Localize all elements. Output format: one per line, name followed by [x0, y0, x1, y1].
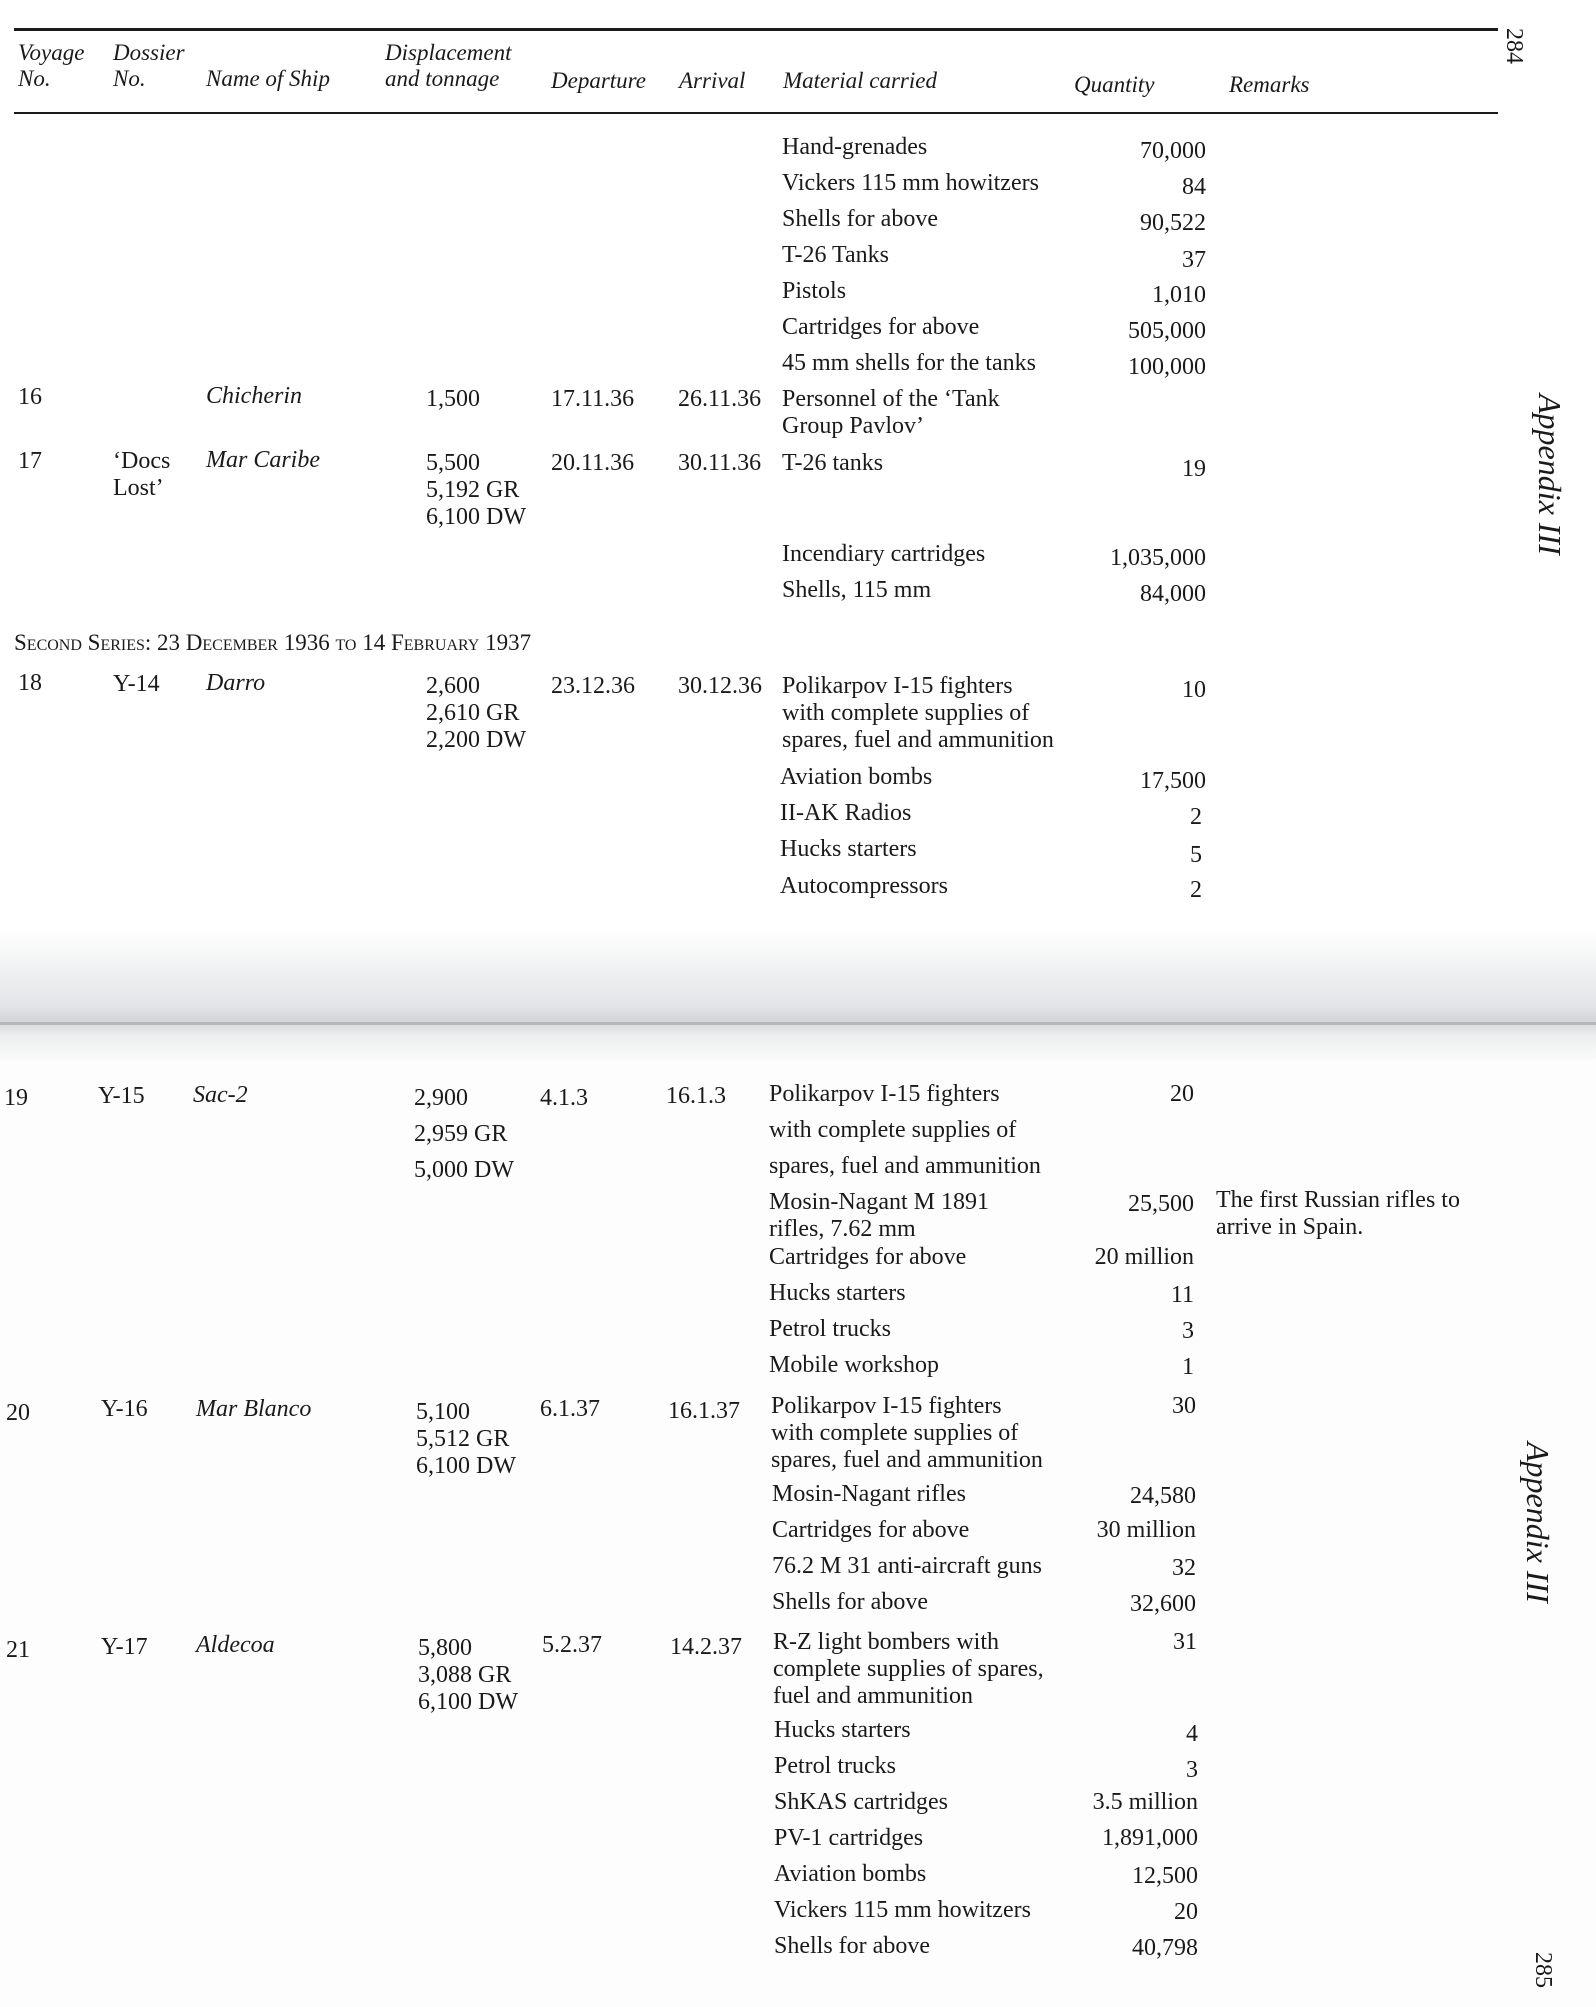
- quantity-cell: 30: [1172, 1393, 1196, 1419]
- header-voyage-no: Voyage No.: [18, 40, 85, 91]
- displacement-cell: 5,000 DW: [414, 1157, 514, 1183]
- material-cell: with complete supplies of: [769, 1117, 1017, 1143]
- departure-date: 4.1.3: [540, 1085, 588, 1111]
- quantity-cell: 24,580: [1130, 1483, 1196, 1509]
- side-title-bottom: Appendix III: [1520, 1442, 1556, 1603]
- material-cell: Mosin-Nagant M 1891 rifles, 7.62 mm: [769, 1189, 989, 1242]
- arrival-date: 14.2.37: [670, 1634, 742, 1660]
- quantity-cell: 2: [1190, 804, 1202, 830]
- header-material: Material carried: [783, 68, 937, 93]
- material-cell: Shells, 115 mm: [782, 577, 932, 603]
- quantity-cell: 2: [1190, 877, 1202, 903]
- material-cell: spares, fuel and ammunition: [769, 1153, 1041, 1179]
- material-cell: 45 mm shells for the tanks: [782, 350, 1036, 376]
- ship-name: Aldecoa: [196, 1632, 275, 1658]
- displacement-cell: 1,500: [426, 386, 480, 412]
- header-dossier-no: Dossier No.: [113, 40, 185, 91]
- quantity-cell: 20: [1170, 1081, 1194, 1107]
- dossier-number: Y-17: [101, 1634, 148, 1660]
- material-cell: Hucks starters: [774, 1717, 911, 1743]
- arrival-date: 30.11.36: [678, 450, 762, 476]
- header-ship-name: Name of Ship: [206, 66, 330, 91]
- displacement-cell: 5,500 5,192 GR 6,100 DW: [426, 450, 526, 530]
- material-cell: 76.2 M 31 anti-aircraft guns: [772, 1553, 1042, 1579]
- arrival-date: 26.11.36: [678, 386, 762, 412]
- material-cell: T-26 tanks: [782, 450, 884, 476]
- quantity-cell: 100,000: [1128, 354, 1206, 380]
- material-cell: Shells for above: [782, 206, 938, 232]
- departure-date: 20.11.36: [551, 450, 635, 476]
- departure-date: 23.12.36: [551, 673, 635, 699]
- header-displacement: Displacement and tonnage: [385, 40, 512, 91]
- quantity-cell: 32: [1172, 1555, 1196, 1581]
- quantity-cell: 31: [1173, 1629, 1197, 1655]
- header-rule: [14, 112, 1498, 114]
- material-cell: Petrol trucks: [769, 1316, 891, 1342]
- quantity-cell: 19: [1182, 456, 1206, 482]
- material-cell: Aviation bombs: [780, 764, 933, 790]
- material-cell: T-26 Tanks: [782, 242, 889, 268]
- quantity-cell: 84,000: [1140, 581, 1206, 607]
- material-cell: Aviation bombs: [774, 1861, 927, 1887]
- displacement-cell: 5,800 3,088 GR 6,100 DW: [418, 1635, 518, 1715]
- departure-date: 6.1.37: [540, 1396, 600, 1422]
- material-cell: Autocompressors: [780, 873, 948, 899]
- material-cell: Polikarpov I-15 fighters: [769, 1081, 1000, 1107]
- quantity-cell: 84: [1182, 174, 1206, 200]
- departure-date: 17.11.36: [551, 386, 635, 412]
- header-arrival: Arrival: [679, 68, 746, 93]
- departure-date: 5.2.37: [542, 1632, 602, 1658]
- voyage-number: 21: [6, 1637, 30, 1663]
- page-284: [0, 0, 1596, 930]
- quantity-cell: 12,500: [1132, 1863, 1198, 1889]
- displacement-cell: 2,959 GR: [414, 1121, 508, 1147]
- side-title-top: Appendix III: [1532, 394, 1568, 555]
- dossier-number: Y-16: [101, 1396, 148, 1422]
- material-cell: Polikarpov I-15 fighters with complete supplies of spares, fuel and ammunition: [771, 1393, 1043, 1473]
- displacement-cell: 2,900: [414, 1085, 468, 1111]
- material-cell: Vickers 115 mm howitzers: [782, 170, 1039, 196]
- material-cell: PV-1 cartridges: [774, 1825, 924, 1851]
- quantity-cell: 30 million: [1096, 1517, 1196, 1543]
- series-heading: Second Series: 23 December 1936 to 14 February 1937: [14, 630, 532, 655]
- page-285: [0, 1060, 1596, 2007]
- quantity-cell: 32,600: [1130, 1591, 1196, 1617]
- material-cell: R-Z light bombers with complete supplies of spares, fuel and ammunition: [773, 1629, 1044, 1709]
- page-number-top: 284: [1501, 28, 1527, 64]
- material-cell: Cartridges for above: [772, 1517, 970, 1543]
- voyage-number: 18: [18, 670, 42, 696]
- quantity-cell: 25,500: [1128, 1191, 1194, 1217]
- header-quantity: Quantity: [1074, 72, 1155, 97]
- dossier-number: ‘Docs Lost’: [113, 448, 171, 501]
- quantity-cell: 4: [1186, 1721, 1198, 1747]
- material-cell: Shells for above: [772, 1589, 928, 1615]
- quantity-cell: 1,010: [1152, 282, 1206, 308]
- gutter-line: [0, 1022, 1596, 1025]
- quantity-cell: 505,000: [1128, 318, 1206, 344]
- ship-name: Sac-2: [193, 1082, 248, 1108]
- voyage-number: 17: [18, 448, 42, 474]
- quantity-cell: 5: [1190, 842, 1202, 868]
- material-cell: Vickers 115 mm howitzers: [774, 1897, 1031, 1923]
- displacement-cell: 2,600 2,610 GR 2,200 DW: [426, 673, 526, 753]
- quantity-cell: 20: [1174, 1899, 1198, 1925]
- dossier-number: Y-14: [113, 671, 160, 697]
- material-cell: Petrol trucks: [774, 1753, 896, 1779]
- material-cell: Incendiary cartridges: [782, 541, 986, 567]
- top-rule: [14, 28, 1498, 31]
- material-cell: ShKAS cartridges: [774, 1789, 948, 1815]
- header-remarks: Remarks: [1229, 72, 1310, 97]
- material-cell: Cartridges for above: [769, 1244, 967, 1270]
- arrival-date: 16.1.3: [666, 1083, 726, 1109]
- quantity-cell: 3: [1186, 1757, 1198, 1783]
- remarks-cell: The first Russian rifles to arrive in Spain.: [1216, 1187, 1460, 1240]
- quantity-cell: 40,798: [1132, 1935, 1198, 1961]
- ship-name: Chicherin: [206, 383, 302, 409]
- voyage-number: 16: [18, 384, 42, 410]
- material-cell: II-AK Radios: [780, 800, 912, 826]
- quantity-cell: 1,891,000: [1102, 1825, 1198, 1851]
- quantity-cell: 10: [1182, 677, 1206, 703]
- quantity-cell: 1: [1182, 1354, 1194, 1380]
- voyage-number: 19: [4, 1085, 28, 1111]
- quantity-cell: 20 million: [1094, 1244, 1194, 1270]
- material-cell: Shells for above: [774, 1933, 930, 1959]
- quantity-cell: 3.5 million: [1092, 1789, 1198, 1815]
- book-gutter: [0, 930, 1596, 1060]
- quantity-cell: 70,000: [1140, 138, 1206, 164]
- quantity-cell: 17,500: [1140, 768, 1206, 794]
- page-number-bottom: 285: [1530, 1952, 1556, 1988]
- quantity-cell: 11: [1170, 1282, 1194, 1308]
- material-cell: Hucks starters: [769, 1280, 906, 1306]
- material-cell: Personnel of the ‘Tank Group Pavlov’: [782, 386, 1000, 439]
- material-cell: Mobile workshop: [769, 1352, 939, 1378]
- displacement-cell: 5,100 5,512 GR 6,100 DW: [416, 1399, 516, 1479]
- material-cell: Cartridges for above: [782, 314, 980, 340]
- voyage-number: 20: [6, 1400, 30, 1426]
- quantity-cell: 3: [1182, 1318, 1194, 1344]
- ship-name: Mar Blanco: [196, 1396, 312, 1422]
- material-cell: Hand-grenades: [782, 134, 928, 160]
- material-cell: Pistols: [782, 278, 847, 304]
- arrival-date: 16.1.37: [668, 1398, 740, 1424]
- ship-name: Darro: [206, 670, 266, 696]
- header-departure: Departure: [551, 68, 646, 93]
- quantity-cell: 37: [1182, 247, 1206, 273]
- material-cell: Mosin-Nagant rifles: [772, 1481, 966, 1507]
- quantity-cell: 90,522: [1140, 210, 1206, 236]
- quantity-cell: 1,035,000: [1110, 545, 1206, 571]
- material-cell: Hucks starters: [780, 836, 917, 862]
- arrival-date: 30.12.36: [678, 673, 762, 699]
- dossier-number: Y-15: [98, 1083, 145, 1109]
- material-cell: Polikarpov I-15 fighters with complete supplies of spares, fuel and ammunition: [782, 673, 1054, 753]
- ship-name: Mar Caribe: [206, 447, 320, 473]
